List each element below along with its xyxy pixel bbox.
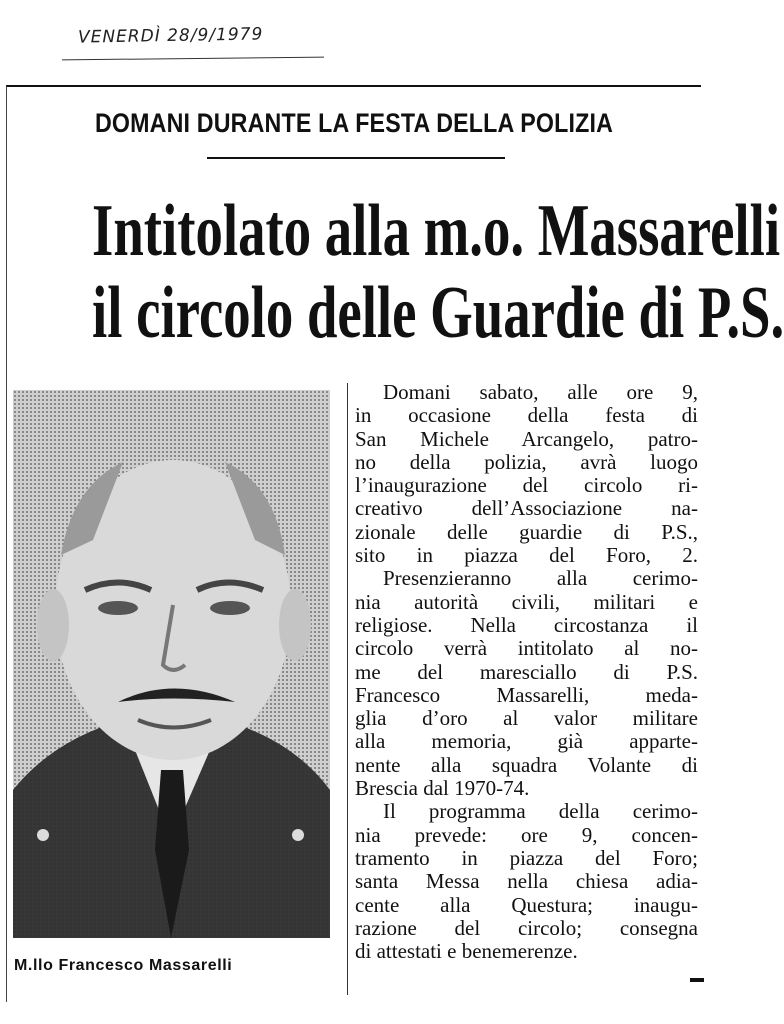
article-line: in occasione della festa di [355,403,698,428]
article-line: di attestati e benemerenze. [355,939,578,964]
article-line: razione del circolo; consegna [355,915,698,940]
headline-line-2: il circolo delle Guardie di P.S. [92,272,784,354]
article-line: no della polizia, avrà luogo [355,449,698,474]
article-line: circolo verrà intitolato al no- [355,636,698,661]
article-line: religiose. Nella circostanza il [355,612,698,637]
handwritten-underline [62,57,324,61]
handwritten-date: VENERDÌ 28/9/1979 [77,24,264,48]
article-line: sito in piazza del Foro, 2. [355,543,698,568]
article-line: creativo dell’Associazione na- [355,496,698,521]
article-line: San Michele Arcangelo, patro- [355,426,698,451]
article-line: Presenzieranno alla cerimo- [383,566,698,591]
article-body [355,381,698,963]
article-line: Il programma della cerimo- [383,799,698,824]
article-line: me del maresciallo di P.S. [355,659,698,684]
article-line: santa Messa nella chiesa adia- [355,869,698,894]
article-line: nia prevede: ore 9, concen- [355,822,698,847]
column-divider [347,383,348,995]
article-kicker: DOMANI DURANTE LA FESTA DELLA POLIZIA [94,108,614,138]
end-mark [690,978,704,982]
article-line: glia d’oro al valor militare [355,706,698,731]
headline-line-1: Intitolato alla m.o. Massarelli [92,190,781,272]
article-line: Domani sabato, alle ore 9, [383,380,698,404]
article-line: nente alla squadra Volante di [355,752,698,777]
article-line: nia autorità civili, militari e [355,589,698,614]
article-line: Brescia dal 1970-74. [355,776,530,801]
article-line: zionale delle guardie di P.S., [355,519,698,544]
article-line: alla memoria, già apparte- [355,729,698,754]
portrait-photo [13,390,330,938]
photo-caption: M.llo Francesco Massarelli [14,957,233,974]
kicker-rule [207,157,505,159]
article-line: l’inaugurazione del circolo ri- [355,473,698,498]
article-line: cente alla Questura; inaugu- [355,892,698,917]
article-line: Francesco Massarelli, meda- [355,682,698,707]
article-line: tramento in piazza del Foro; [355,845,698,870]
